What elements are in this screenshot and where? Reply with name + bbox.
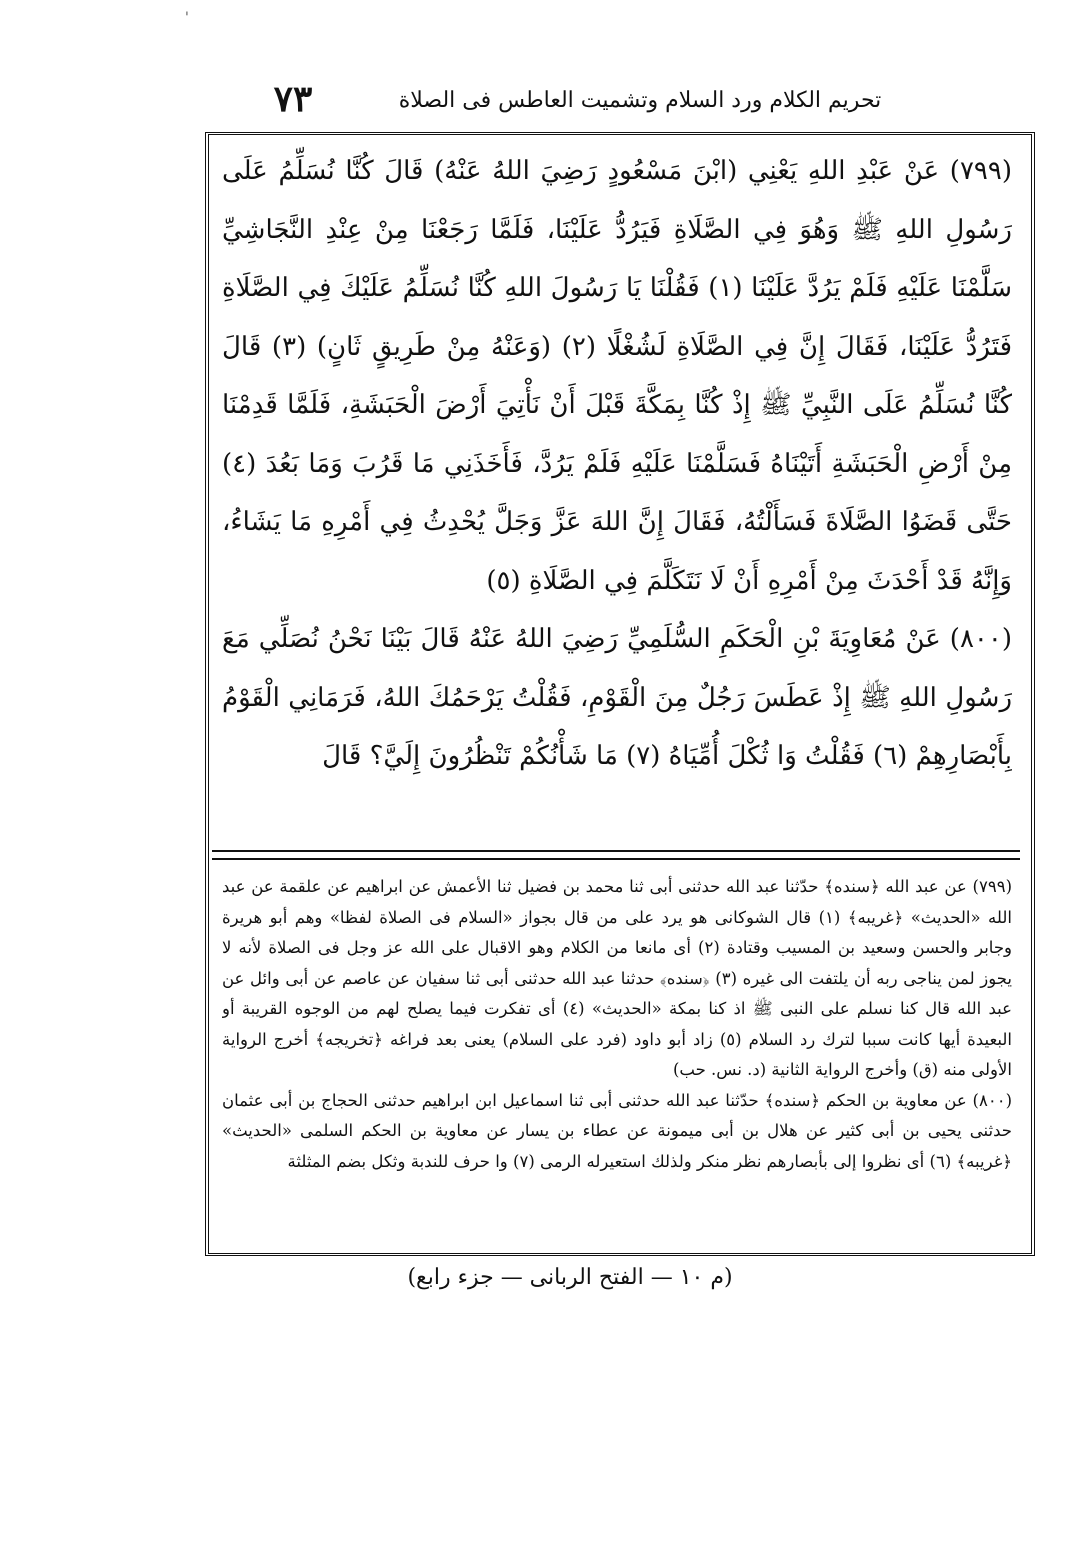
hadith-800: (٨٠٠) عَنْ مُعَاوِيَةَ بْنِ الْحَكَمِ السُّلَمِيِّ رَضِيَ اللهُ عَنْهُ قَالَ بَيْنَا نَحْنُ نُصَلِّي مَعَ رَسُولِ اللهِ ﷺ إِذْ عَطَسَ رَجُلٌ مِنَ الْقَوْمِ، فَقُلْتُ يَرْحَمُكَ اللهُ، فَرَمَانِي الْقَوْمُ بِأَبْصَارِهِمْ (٦) فَقُلْتُ وَا ثُكْلَ أُمِّيَاهُ (٧) مَا شَأْنُكُمْ تَنْظُرُونَ إِلَيَّ؟ قَالَ	[222, 624, 1012, 771]
notes-divider	[212, 850, 1020, 860]
page-number: ٧٣	[273, 78, 313, 120]
footnotes	[222, 872, 1012, 1242]
note-800: (٨٠٠) عن معاوية بن الحكم ﴿سنده﴾ حدّثنا عبد الله حدثنى أبى ثنا اسماعيل ابن ابراهيم حدثنى الحجاج بن أبى عثمان حدثنى يحيى بن أبى كثير عن هلال بن أبى ميمونة عن عطاء بن يسار عن معاوية بن الحكم السلمى «الحديث» ﴿غريبه﴾ (٦) أى نظروا إلى بأبصارهم نظر منكر ولذلك استعيرله الرمى (٧) وا حرف للندبة وثكل بضم المثلثة	[222, 1090, 1012, 1171]
main-text	[222, 142, 1012, 837]
footer-signature: (م ١٠ — الفتح الربانى — جزء رابع)	[407, 1265, 733, 1290]
note-799: (٧٩٩) عن عبد الله ﴿سنده﴾ حدّثنا عبد الله حدثنى أبى ثنا محمد بن فضيل ثنا الأعمش عن ابراهيم عن علقمة عن عبد الله «الحديث» ﴿غريبه﴾ (١) قال الشوكانى هو يرد على من قال بجواز «السلام فى الصلاة لفظا» وهم أبو هريرة وجابر والحسن وسعيد بن المسيب وقتادة (٢) أى مانعا من الكلام وهو الاقبال على الله عز وجل فى الصلاة لأنه لا يجوز لمن يناجى ربه أن يلتفت الى غيره (٣) ﴿سنده﴾ حدثنا عبد الله حدثنى أبى ثنا سفيان عن عاصم عن أبى وائل عن عبد الله قال كنا نسلم على النبى ﷺ اذ كنا بمكة «الحديث» (٤) أى تفكرت فيما يصلح لهم من الوجوه القريبة أو البعيدة أيها كانت سببا لترك رد السلام (٥) زاد أبو داود (فرد على السلام) يعنى بعد فراغه ﴿تخريجه﴾ أخرج الرواية الأولى منه (ق) وأخرج الرواية الثانية (د. نس. حب)	[222, 877, 1012, 1079]
corner-mark: '	[185, 10, 189, 26]
hadith-799: (٧٩٩) عَنْ عَبْدِ اللهِ يَعْنِي (ابْنَ مَسْعُودٍ رَضِيَ اللهُ عَنْهُ) قَالَ كُنَّا نُسَلِّمُ عَلَى رَسُولِ اللهِ ﷺ وَهُوَ فِي الصَّلَاةِ فَيَرُدُّ عَلَيْنَا، فَلَمَّا رَجَعْنَا مِنْ عِنْدِ النَّجَاشِيِّ سَلَّمْنَا عَلَيْهِ فَلَمْ يَرُدَّ عَلَيْنَا (١) فَقُلْنَا يَا رَسُولَ اللهِ كُنَّا نُسَلِّمُ عَلَيْكَ فِي الصَّلَاةِ فَتَرُدُّ عَلَيْنَا، فَقَالَ إِنَّ فِي الصَّلَاةِ لَشُغْلًا (٢) (وَعَنْهُ مِنْ طَرِيقٍ ثَانٍ) (٣) قَالَ كُنَّا نُسَلِّمُ عَلَى النَّبِيِّ ﷺ إِذْ كُنَّا بِمَكَّةَ قَبْلَ أَنْ نَأْتِيَ أَرْضَ الْحَبَشَةِ، فَلَمَّا قَدِمْنَا مِنْ أَرْضِ الْحَبَشَةِ أَتَيْنَاهُ فَسَلَّمْنَا عَلَيْهِ فَلَمْ يَرُدَّ، فَأَخَذَنِي مَا قَرُبَ وَمَا بَعُدَ (٤) حَتَّى قَضَوُا الصَّلَاةَ فَسَأَلْتُهُ، فَقَالَ إِنَّ اللهَ عَزَّ وَجَلَّ يُحْدِثُ فِي أَمْرِهِ مَا يَشَاءُ، وَإِنَّهُ قَدْ أَحْدَثَ مِنْ أَمْرِهِ أَنْ لَا نَتَكَلَّمَ فِي الصَّلَاةِ (٥)	[222, 156, 1012, 596]
running-title: تحريم الكلام ورد السلام وتشميت العاطس فى الصلاة	[398, 88, 882, 113]
